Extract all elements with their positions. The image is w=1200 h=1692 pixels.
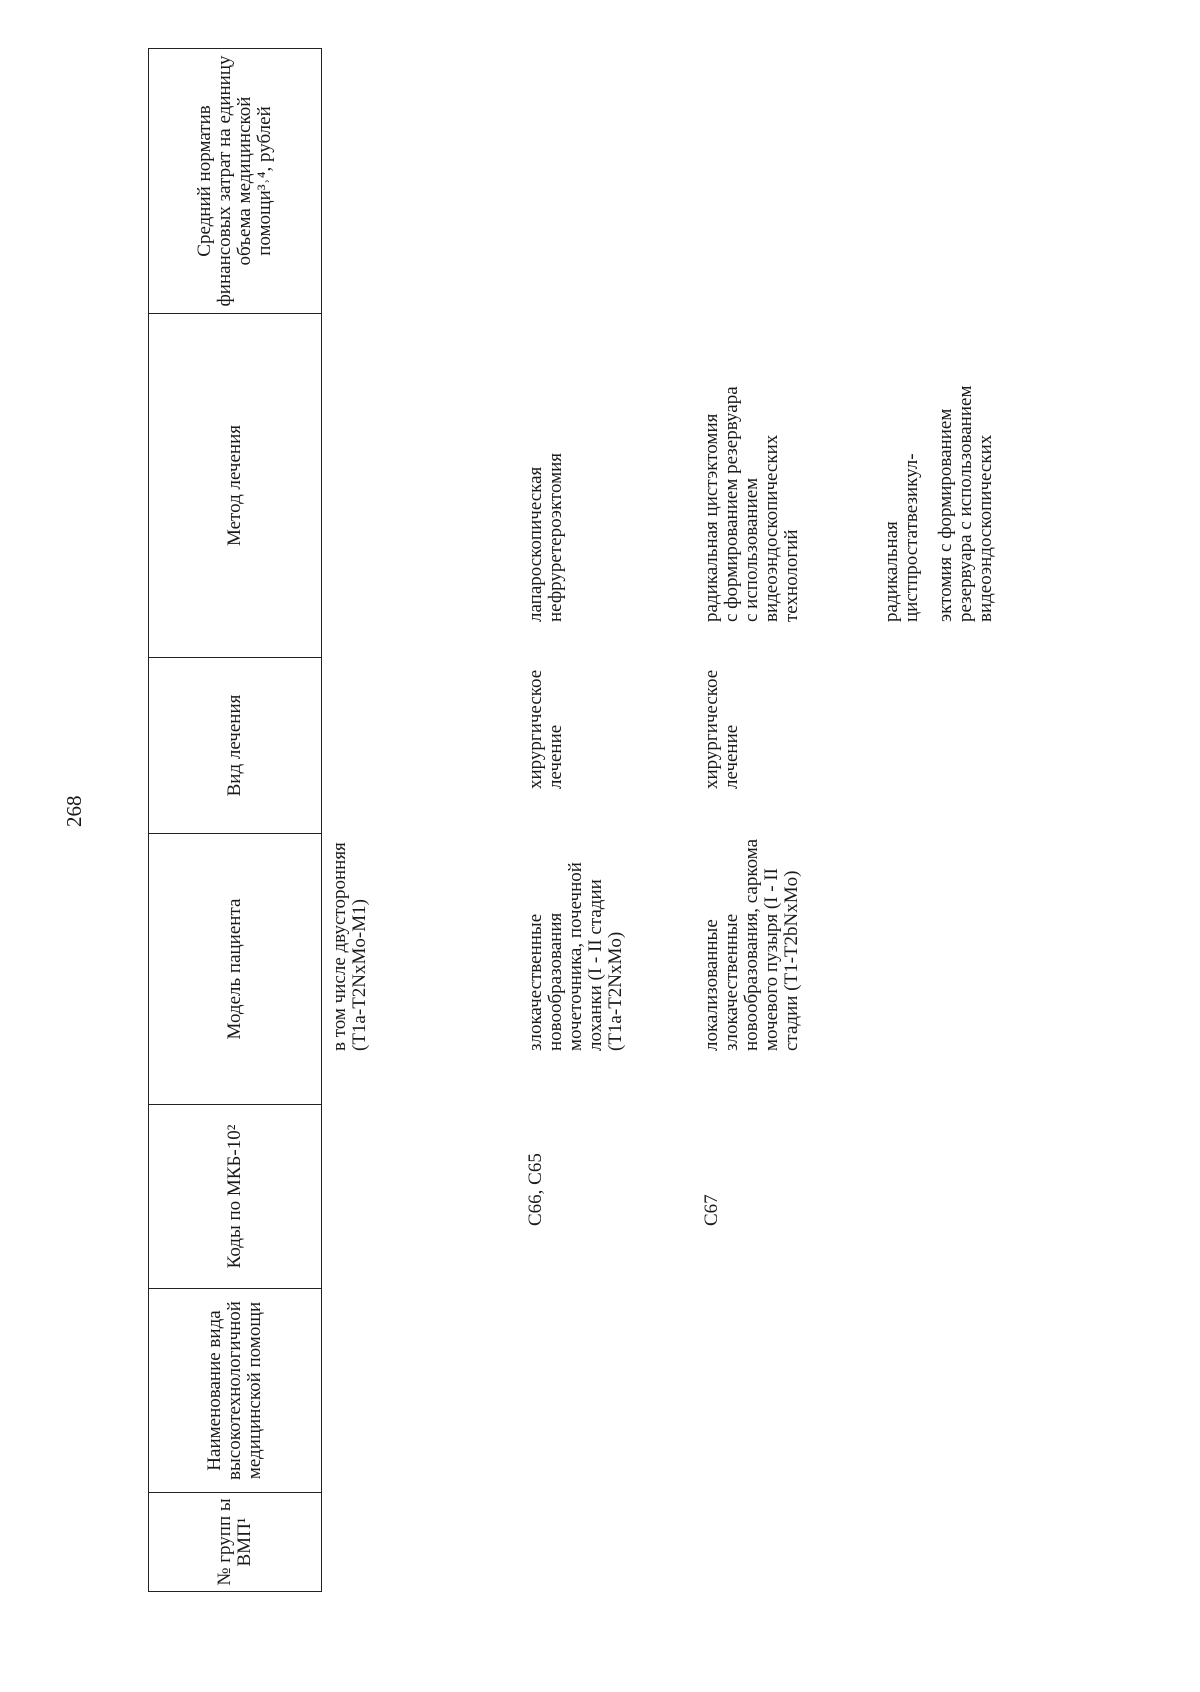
header-icd-codes: Коды по МКБ-10²	[149, 1105, 322, 1289]
row-2-model: локализованные злокачественные новообразования, саркома мочевого пузыря (I - II стадии (T1-T2bNxMo)	[701, 838, 802, 1051]
row-1-type: хирургическое лечение	[525, 669, 566, 789]
row-2-codes: C67	[701, 1194, 722, 1226]
row-2-type: хирургическое лечение	[701, 669, 742, 789]
row-1-method: лапароскопическая нефруретероэктомия	[525, 452, 566, 622]
header-row	[149, 49, 322, 1592]
row-4-method: эктомия с формированием резервуара с использованием видеоэндоскопических	[935, 385, 996, 622]
row-1-codes: C66, C65	[525, 1153, 546, 1226]
row-1-model: злокачественные новообразования мочеточника, почечной лоханки (I - II стадии (T1a-T2NxMo)	[525, 862, 626, 1051]
table-header	[148, 48, 322, 1592]
header-treatment-method: Метод лечения	[149, 314, 322, 658]
page-number: 268	[62, 795, 86, 827]
row-0-model: в том числе двусторонняя (T1a-T2NxMo-M1)	[329, 842, 370, 1051]
header-patient-model: Модель пациента	[149, 834, 322, 1105]
header-cost-standard: Средний норматив финансовых затрат на единицу объема медицинской помощи³˒⁴, рублей	[149, 49, 322, 314]
row-2-method: радикальная цистэктомия с формированием резервуара с использованием видеоэндоскопических технологий	[701, 386, 802, 622]
header-treatment-type: Вид лечения	[149, 658, 322, 834]
header-group-number: № групп ы ВМП¹	[149, 1493, 322, 1592]
row-3-method: радикальная цистпростатвезикул-	[881, 453, 922, 622]
header-care-type-name: Наименование вида высокотехнологичной медицинской помощи	[149, 1289, 322, 1493]
